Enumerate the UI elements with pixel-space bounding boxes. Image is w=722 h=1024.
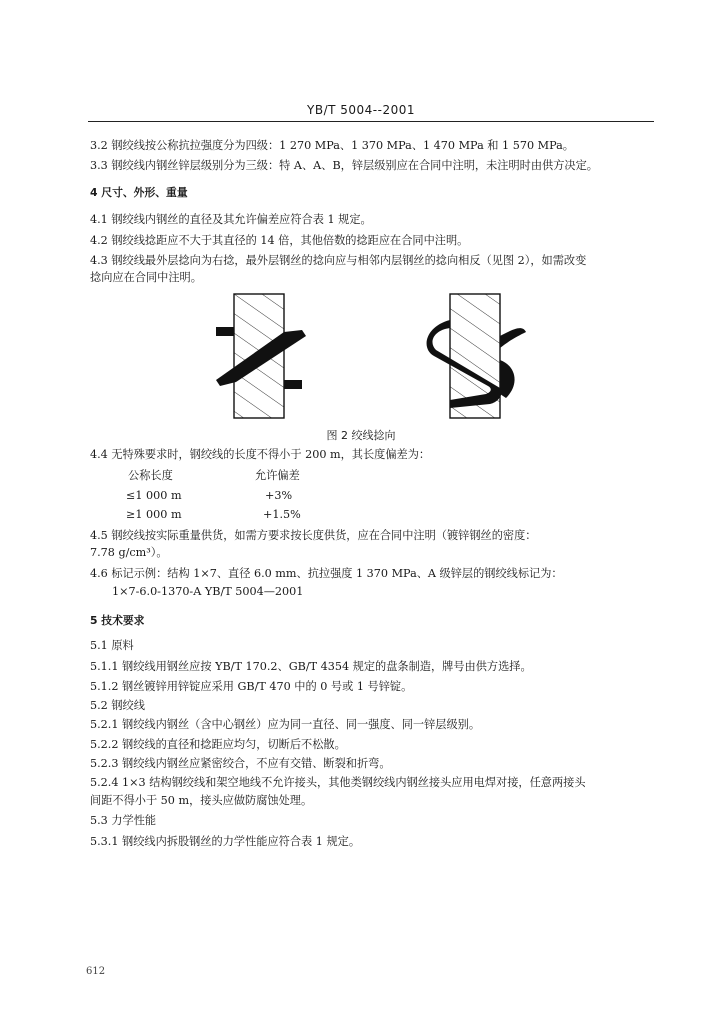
length-table-header-length: 公称长度 [128,469,173,482]
clause-5-2-3: 5.2.3 钢绞线内钢丝应紧密绞合，不应有交错、断裂和折弯。 [90,757,391,770]
s-lay-illustration [427,294,526,418]
standard-code-header: YB/T 5004--2001 [307,103,415,117]
para-3-3: 3.3 钢绞线内钢丝锌层级别分为三级：特 A、A、B，锌层级别应在合同中注明，未注明时由供方决定。 [90,159,598,172]
lay-direction-figure [200,290,540,422]
s-lay-wire-top-right [500,328,526,348]
para-3-2: 3.2 钢绞线按公称抗拉强度分为四级：1 270 MPa、1 370 MPa、1 470 MPa 和 1 570 MPa。 [90,139,574,152]
clause-5-2: 5.2 钢绞线 [90,699,145,712]
para-4-6-line1: 4.6 标记示例：结构 1×7、直径 6.0 mm、抗拉强度 1 370 MPa、A 级锌层的钢绞线标记为： [90,567,563,580]
para-4-2: 4.2 钢绞线捻距应不大于其直径的 14 倍，其他倍数的捻距应在合同中注明。 [90,234,469,247]
clause-5-1-2: 5.1.2 钢丝镀锌用锌锭应采用 GB/T 470 中的 0 号或 1 号锌锭。 [90,680,413,693]
para-4-1: 4.1 钢绞线内钢丝的直径及其允许偏差应符合表 1 规定。 [90,213,372,226]
clause-5-3-1: 5.3.1 钢绞线内拆股钢丝的力学性能应符合表 1 规定。 [90,835,361,848]
clause-5-1: 5.1 原料 [90,639,134,652]
clause-5-3: 5.3 力学性能 [90,814,157,827]
clause-5-2-2: 5.2.2 钢绞线的直径和捻距应均匀，切断后不松散。 [90,738,346,751]
length-table-header-tolerance: 允许偏差 [255,469,300,482]
clause-5-2-4-line2: 间距不得小于 50 m，接头应做防腐蚀处理。 [90,794,313,807]
section-5-heading: 5 技术要求 [90,614,145,627]
para-4-6-marking-example: 1×7-6.0-1370-A YB/T 5004—2001 [112,585,304,598]
section-4-heading: 4 尺寸、外形、重量 [90,186,188,199]
para-4-5-line2: 7.78 g/cm³）。 [90,546,168,559]
figure-2-caption: 图 2 绞线捻向 [326,429,396,442]
para-4-3-line2: 捻向应在合同中注明。 [90,271,202,284]
clause-5-1-1: 5.1.1 钢绞线用钢丝应按 YB/T 170.2、GB/T 4354 规定的盘条制造，牌号由供方选择。 [90,660,532,673]
header-rule [88,121,654,122]
page-number: 612 [86,966,106,977]
length-table-row-1-length: ≤1 000 m [126,489,182,502]
length-table-row-1-tolerance: +3% [265,489,293,502]
s-lay-wire-bottom-right [500,360,515,398]
para-4-4: 4.4 无特殊要求时，钢绞线的长度不得小于 200 m，其长度偏差为： [90,448,431,461]
z-lay-wire-bottom-right [284,380,302,389]
length-table-row-2-length: ≥1 000 m [126,508,182,521]
z-lay-illustration [216,294,306,418]
length-table-row-2-tolerance: +1.5% [263,508,301,521]
para-4-5-line1: 4.5 钢绞线按实际重量供货，如需方要求按长度供货，应在合同中注明（镀锌钢丝的密度： [90,529,537,542]
clause-5-2-4-line1: 5.2.4 1×3 结构钢绞线和架空地线不允许接头，其他类钢绞线内钢丝接头应用电焊对接，任意两接头 [90,776,586,789]
para-4-3-line1: 4.3 钢绞线最外层捻向为右捻，最外层钢丝的捻向应与相邻内层钢丝的捻向相反（见图 2），如需改变 [90,254,587,267]
z-lay-wire-top-left [216,327,234,336]
clause-5-2-1: 5.2.1 钢绞线内钢丝（含中心钢丝）应为同一直径、同一强度、同一锌层级别。 [90,718,481,731]
